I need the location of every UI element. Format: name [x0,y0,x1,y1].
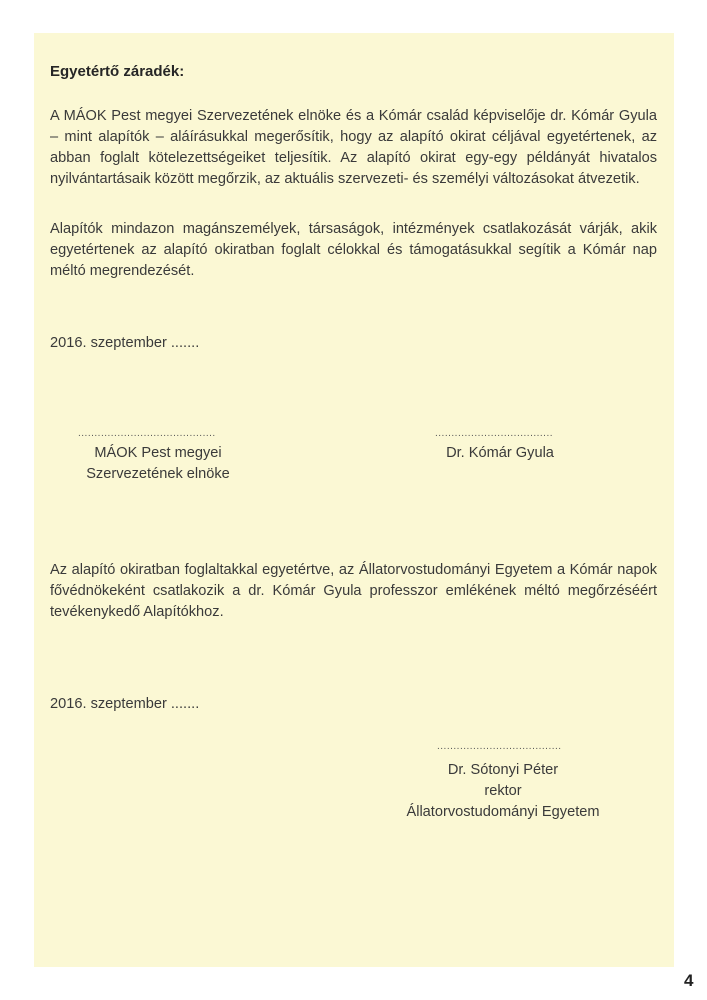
signature-block-rector [378,760,628,823]
signature-line: .......................................... [78,428,216,439]
signature-name: MÁOK Pest megyei [94,445,222,461]
signature-block-maok [58,443,258,485]
section-heading: Egyetértő záradék: [50,63,185,80]
signature-title: rektor [484,783,522,799]
signature-name: Dr. Kómár Gyula [446,445,554,461]
signature-block-komar [420,443,580,464]
paragraph-joining: Alapítók mindazon magánszemélyek, társaságok, intézmények csatlakozását várják, akik egyetértenek az alapító okiratban foglalt célokkal és támogatásukkal segítik a Kómár nap méltó megrendezését. [50,221,657,279]
signature-title: Szervezetének elnöke [86,466,230,482]
page-number: 4 [684,971,694,990]
signature-line: ...................................... [437,741,562,752]
paragraph-university: Az alapító okiratban foglaltakkal egyetértve, az Állatorvostudományi Egyetem a Kómár napok fővédnökeként csatlakozik a dr. Kómár Gyula professzor emlékének méltó megőrzéséért tevékenykedő Alapítókhoz. [50,562,657,620]
paragraph-founders: A MÁOK Pest megyei Szervezetének elnöke és a Kómár család képviselője dr. Kómár Gyula – mint alapítók – aláírásukkal megerősítik, hogy az alapító okirat céljával egyetértenek, az abban foglalt kötelezettségeiket teljesítik. Az alapító okirat egy-egy példányát hivatalos nyilvántartásaik között megőrzik, az aktuális szervezeti- és személyi változásokat átvezetik. [50,108,657,187]
signature-line: .................................... [435,428,554,439]
date-line: 2016. szeptember ....... [50,335,200,351]
signature-institution: Állatorvostudományi Egyetem [406,804,600,820]
signature-name: Dr. Sótonyi Péter [447,762,559,778]
date-line: 2016. szeptember ....... [50,696,200,712]
